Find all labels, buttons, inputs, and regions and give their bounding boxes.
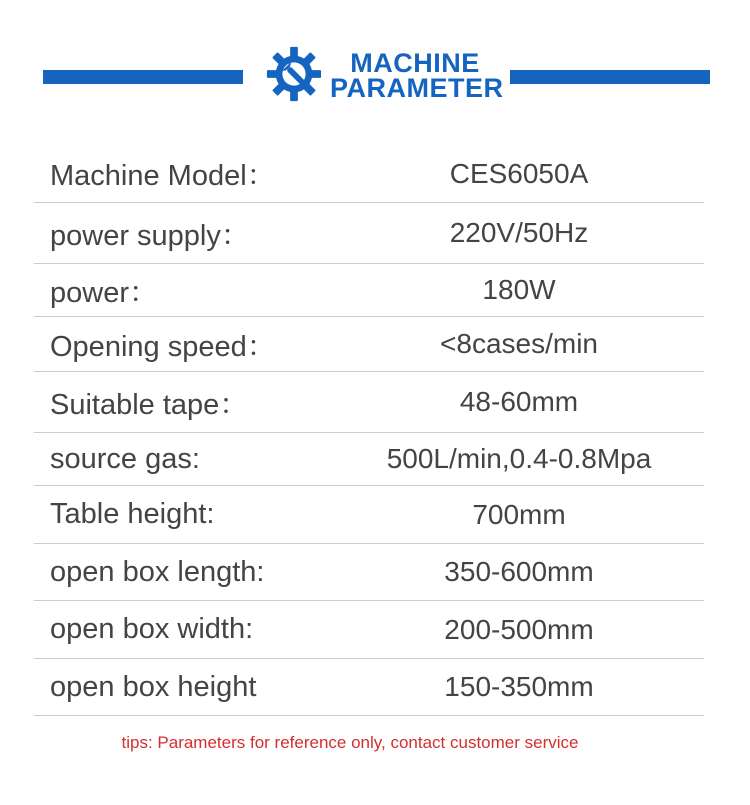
param-label: Opening speed： [50,330,276,363]
parameter-table [34,145,704,716]
header-right-bar [510,70,710,84]
param-label: open box length: [50,555,265,588]
table-row [34,317,704,372]
param-label: power： [50,276,158,309]
param-label: Table height: [50,498,215,530]
header-left-bar [43,70,243,84]
param-label: open box height [50,670,257,703]
table-row [34,145,704,203]
param-value: 48-60mm [459,386,579,417]
table-row [34,486,704,544]
tips-note: tips: Parameters for reference only, contact customer service [121,733,579,752]
table-row [34,601,704,659]
table-row [34,544,704,601]
param-value: 220V/50Hz [449,217,589,248]
table-row [34,372,704,433]
table-row [34,433,704,486]
title-line-2: PARAMETER [330,73,504,103]
gear-wrench-icon [265,45,323,103]
param-value: 500L/min,0.4-0.8Mpa [386,443,652,474]
param-label: Suitable tape： [50,388,249,421]
param-label: power supply： [50,219,250,252]
param-label: Machine Model： [50,160,276,192]
param-value: 350-600mm [444,556,594,587]
table-row [34,659,704,716]
page-title [330,48,504,103]
param-value: 700mm [472,498,566,530]
title-line-1: MACHINE [350,48,480,78]
header [0,0,750,140]
param-value: 150-350mm [444,671,594,702]
table-row [34,203,704,264]
param-value: CES6050A [449,157,589,189]
param-value: 200-500mm [444,613,594,645]
param-value: 180W [482,274,556,305]
table-row [34,264,704,317]
param-label: source gas: [50,442,200,475]
param-label: open box width: [50,613,254,645]
param-value: <8cases/min [440,328,598,359]
